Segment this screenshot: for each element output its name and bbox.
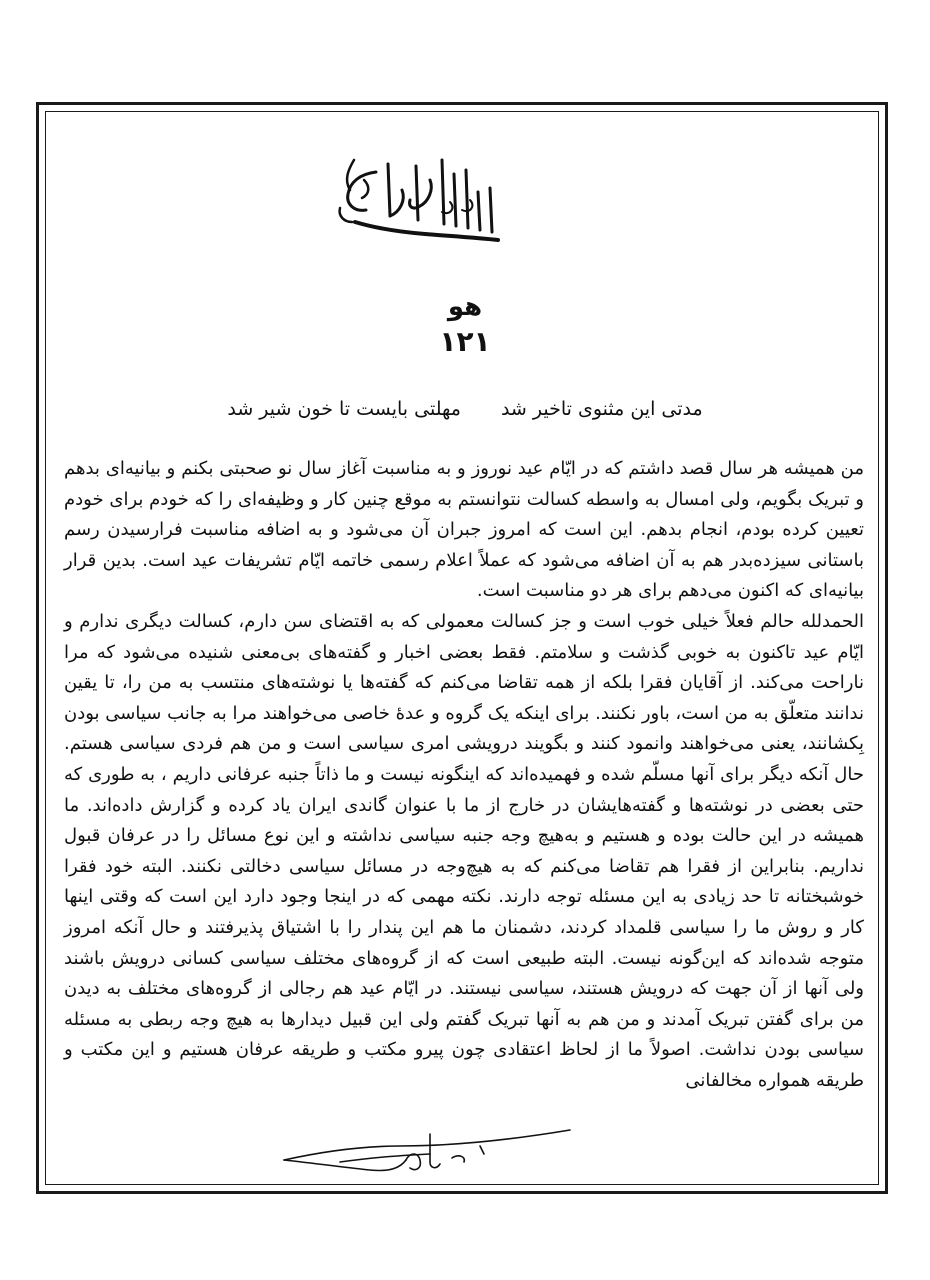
verse-first-hemistich: مدتی این مثنوی تاخیر شد — [500, 398, 703, 420]
verse-second-hemistich: مهلتی بایست تا خون شیر شد — [227, 398, 461, 420]
message-number: ۱۲۱ — [439, 325, 491, 358]
letter-body — [64, 454, 864, 1096]
opening-verse — [0, 398, 930, 420]
body-paragraph-2: الحمدلله حالم فعلاً خیلی خوب است و جز کسالت معمولی که به اقتضای سن دارم، کسالت دیگری ندارم و ایّام عید تاکنون به خوبی گذشت و سلامتم. فقط بعضی اخبار و گفته‌های بی‌معنی شنیده می‌شود که مرا ناراحت می‌کند. از آقایان فقرا بلکه از همه تقاضا می‌کنم که گفته‌ها یا نوشته‌های منتسب به من را، تا یقین ندانند متعلّق به من است، باور نکنند. برای اینکه یک گروه و عدهٔ خاصی می‌خواهند مرا به جانب سیاسی بودن بِکشانند، یعنی می‌خواهند وانمود کنند و بگویند درویشی امری سیاسی است و من هم فردی سیاسی هستم. حال آنکه دیگر برای آنها مسلّم شده و فهمیده‌اند که اینگونه نیست و ما ذاتاً جنبه عرفانی داریم ، به طوری که حتی بعضی در نوشته‌ها و گفته‌هایشان در خارج از ما با عنوان گاندی ایران یاد کرده و گزارش داده‌اند. ما همیشه در این حالت بوده و هستیم و به‌هیچ وجه جنبه سیاسی نداشته و این نوع مسائل را در عرفان قبول نداریم. بنابراین از فقرا هم تقاضا می‌کنم که به هیچ‌وجه در مسائل سیاسی دخالتی نکنند. البته خود فقرا خوشبختانه تا حد زیادی به این مسئله توجه دارند. نکته مهمی که در اینجا وجود دارد این است که وقتی اینها کار و روش ما را سیاسی قلمداد کردند، دشمنان ما هم این پندار را با اشتیاق پذیرفتند و حال آنکه امروز متوجه شده‌اند که این‌گونه نیست. البته طبیعی است که از گروه‌های مختلف سیاسی کسانی درویش باشند ولی آنها از آن جهت که درویش هستند، سیاسی نیستند. در ایّام عید هم رجالی از گروه‌های مختلف به دیدن من برای گفتن تبریک آمدند و من هم به آنها تبریک گفتم ولی این قبیل دیدارها به هیچ وجه ربطی به مسئله سیاسی بودن نداشت. اصولاً ما از لحاظ اعتقادی چون پیرو مکتب و طریقه عرفان هستیم و این مکتب و طریقه همواره مخالفانی — [64, 610, 864, 1091]
signature — [280, 1118, 580, 1188]
basmala-calligraphy — [330, 150, 510, 250]
hu-heading: هو — [447, 292, 483, 322]
body-paragraph-1: من همیشه هر سال قصد داشتم که در ایّام عید نوروز و به مناسبت آغاز سال نو صحبتی بکنم و بیانیه‌ای بدهم و تبریک بگویم، ولی امسال به واسطه کسالت نتوانستم به موقع چنین کار و وظیفه‌ای را که خودم برای خودم تعیین کرده بودم، انجام بدهم. این است که امروز جبران آن می‌شود و به اضافه مناسبت فرارسیدن رسم باستانی سیزده‌بدر هم به آن اضافه می‌شود که عملاً اعلام رسمی خاتمه ایّام تشریفات عید است. بدین قرار بیانیه‌ای که اکنون می‌دهم برای هر دو مناسبت است. — [64, 458, 864, 602]
